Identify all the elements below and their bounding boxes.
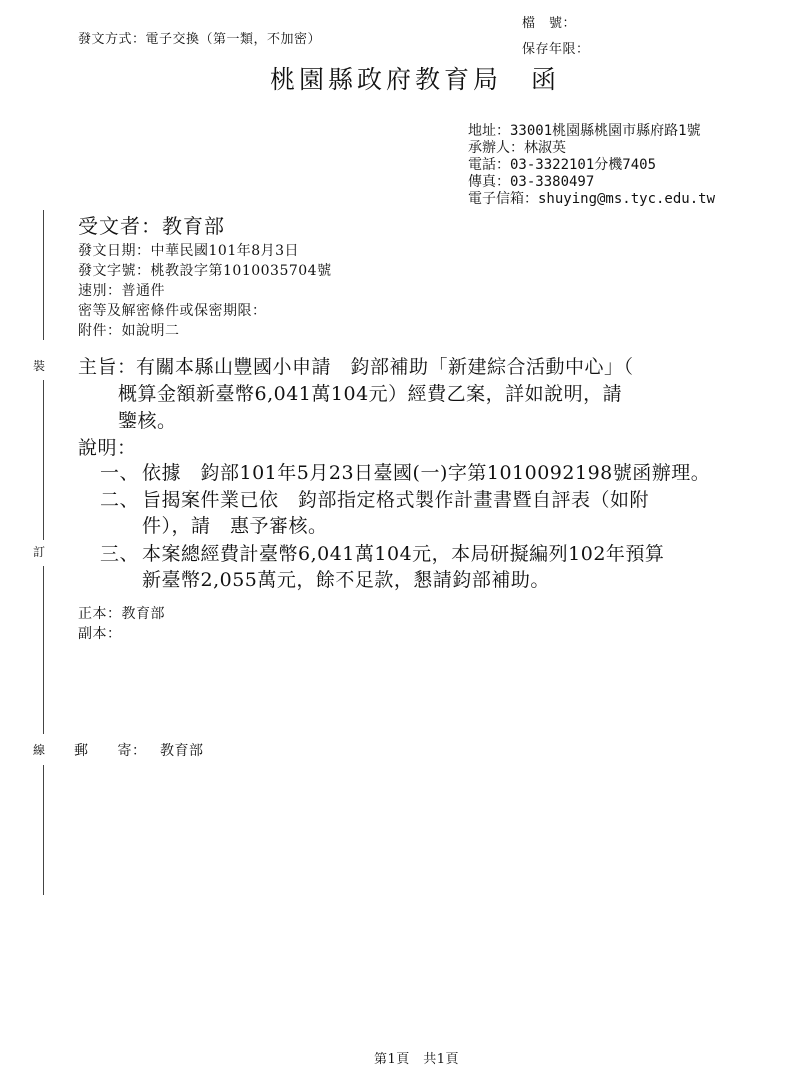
retention-label: 保存年限：	[522, 42, 590, 57]
explanation-item-number: 二、	[100, 489, 140, 511]
binding-mark-ding: 訂	[33, 545, 46, 559]
subject-line: 鑒核。	[118, 410, 177, 432]
contact-phone: 電話：03-3322101分機7405	[468, 157, 657, 173]
binding-line	[43, 380, 44, 540]
binding-mark-xian: 線	[33, 743, 46, 757]
contact-handler: 承辦人：林淑英	[468, 140, 566, 156]
copy-recipient: 副本：	[78, 626, 122, 642]
page-number: 第1頁 共1頁	[374, 1052, 460, 1067]
recipient: 受文者：教育部	[78, 214, 225, 238]
secrecy-level: 密等及解密條件或保密期限：	[78, 303, 267, 319]
explanation-item-line: 依據 鈞部101年5月23日臺國(一)字第1010092198號函辦理。	[142, 462, 711, 484]
explanation-item-line: 旨揭案件業已依 鈞部指定格式製作計畫書暨自評表（如附	[142, 489, 650, 511]
dispatch-date: 發文日期：中華民國101年8月3日	[78, 243, 300, 259]
mail-value: 教育部	[160, 743, 204, 759]
contact-email: 電子信箱：shuying@ms.tyc.edu.tw	[468, 191, 716, 207]
delivery-speed: 速別：普通件	[78, 283, 165, 299]
binding-line	[43, 765, 44, 895]
explanation-item-number: 三、	[100, 543, 140, 565]
explanation-item-line: 新臺幣2,055萬元，餘不足款，懇請鈞部補助。	[142, 569, 550, 591]
binding-mark-zhuang: 裝	[33, 359, 46, 373]
mail-label: 郵 寄：	[74, 743, 147, 759]
attachment: 附件：如說明二	[78, 323, 180, 339]
explanation-item-line: 件），請 惠予審核。	[142, 515, 328, 537]
subject-label: 主旨：	[78, 356, 137, 378]
contact-fax: 傳真：03-3380497	[468, 174, 595, 190]
contact-address: 地址：33001桃園縣桃園市縣府路1號	[468, 123, 701, 139]
subject-line: 概算金額新臺幣6,041萬104元）經費乙案，詳如說明，請	[118, 383, 623, 405]
original-recipient: 正本：教育部	[78, 606, 165, 622]
subject-line: 有關本縣山豐國小申請 鈞部補助「新建綜合活動中心」（	[136, 356, 634, 378]
dispatch-method: 發文方式：電子交換（第一類，不加密）	[78, 32, 322, 47]
explanation-item-number: 一、	[100, 462, 140, 484]
binding-line	[43, 210, 44, 340]
explanation-item-line: 本案總經費計臺幣6,041萬104元，本局研擬編列102年預算	[142, 543, 665, 565]
binding-line	[43, 566, 44, 734]
explanation-label: 說明：	[78, 437, 137, 459]
file-number-label: 檔 號：	[522, 16, 577, 31]
document-title: 桃園縣政府教育局 函	[270, 65, 561, 94]
document-number: 發文字號：桃教設字第1010035704號	[78, 263, 332, 279]
